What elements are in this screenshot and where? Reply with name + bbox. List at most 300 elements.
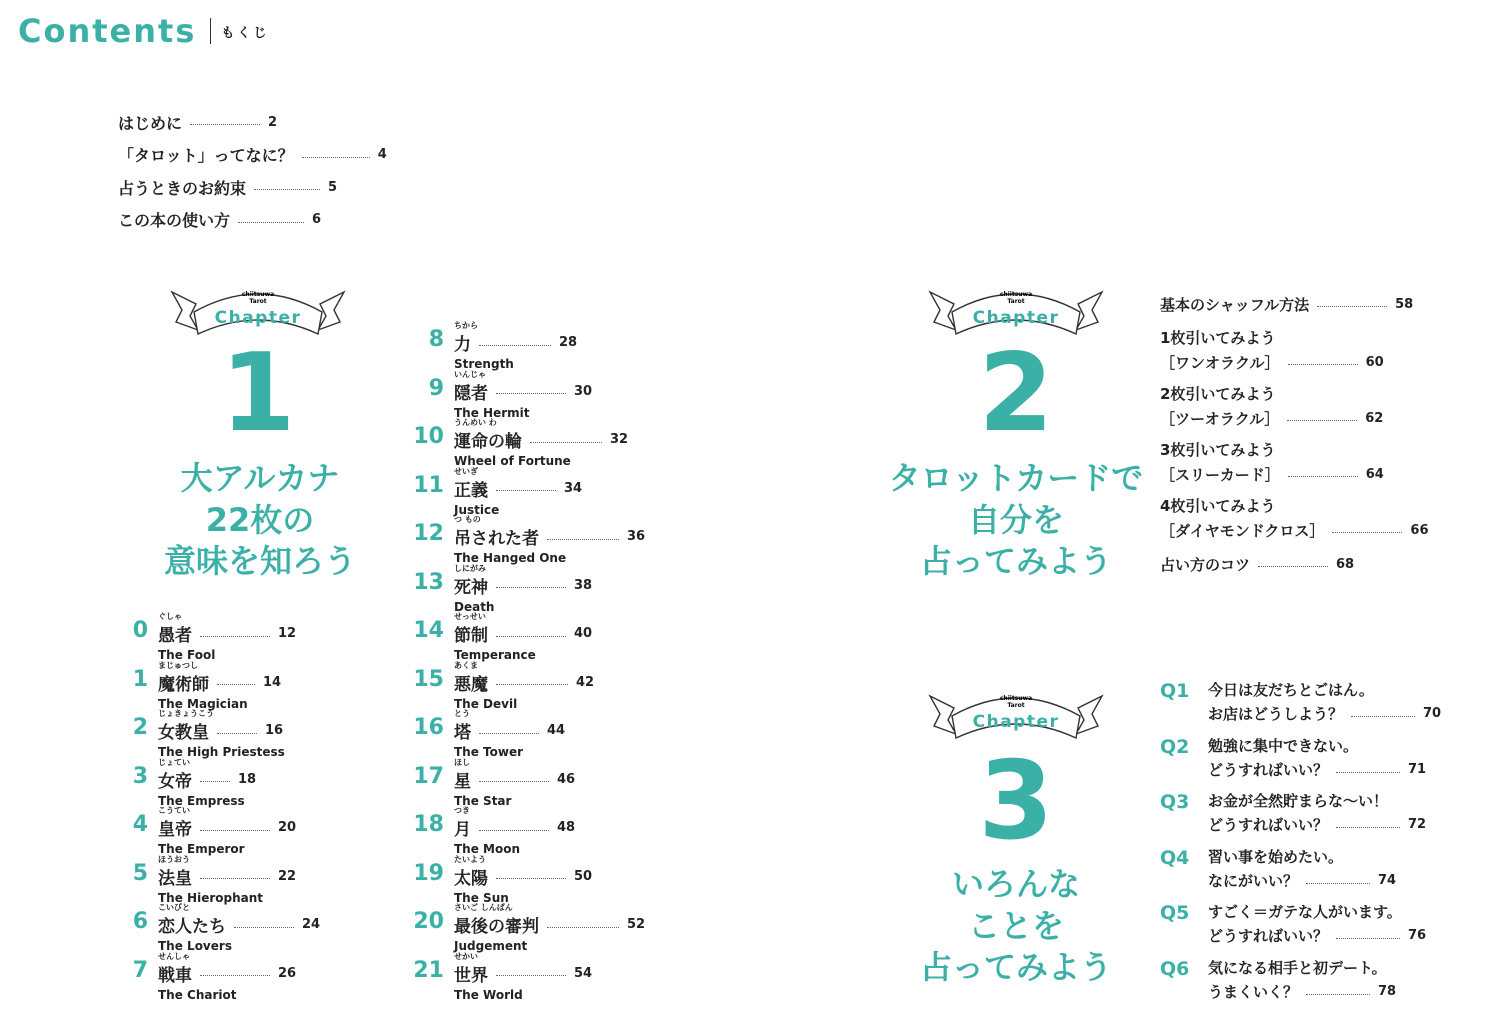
card-body [454, 903, 645, 953]
question-item [1160, 956, 1396, 1004]
intro-item-label: はじめに [118, 113, 183, 133]
page-number: 46 [557, 771, 576, 787]
question-item [1160, 845, 1396, 893]
card-body [158, 758, 256, 808]
question-line: 勉強に集中できない。 [1208, 736, 1359, 755]
card-body [454, 661, 594, 711]
intro-item [118, 139, 387, 172]
leader-dots [496, 974, 566, 976]
badge-top-text: chiitsuwa [241, 291, 275, 298]
card-number: 0 [132, 618, 148, 643]
leader-dots [217, 683, 255, 685]
card-name-row [158, 864, 296, 889]
tarot-card-entry [404, 515, 645, 565]
page-number: 48 [557, 820, 576, 835]
page-number: 54 [574, 965, 593, 981]
card-number: 3 [132, 763, 148, 789]
item-line: 3枚引いてみよう [1160, 441, 1276, 459]
badge-mid-text: Tarot [249, 298, 267, 305]
leader-dots [200, 877, 270, 879]
card-ruby: こうてい [158, 806, 190, 815]
card-number: 16 [413, 715, 444, 740]
badge-mid-text: Tarot [1007, 298, 1025, 305]
page-number: 22 [278, 868, 297, 884]
question-line: なにがいい？ [1208, 871, 1299, 890]
item-line: ［ダイヤモンドクロス］ [1160, 521, 1325, 540]
leader-dots [217, 732, 257, 734]
card-name-jp: 月 [454, 820, 471, 840]
page-number: 32 [610, 432, 629, 447]
item-line: ［スリーカード］ [1160, 465, 1280, 484]
leader-dots [1306, 882, 1370, 884]
badge-chapter-label: Chapter [972, 308, 1060, 328]
page-number: 30 [574, 383, 593, 399]
tarot-card-entry [124, 806, 296, 856]
intro-item [118, 171, 387, 204]
card-number: 11 [413, 472, 444, 498]
card-name-jp: 力 [454, 335, 471, 355]
card-body [158, 709, 285, 759]
question-number: Q1 [1160, 680, 1190, 702]
tarot-card-entry [404, 370, 592, 420]
chapter-3-badge-icon [926, 686, 1106, 746]
card-name-en: The Magician [158, 696, 248, 711]
leader-dots [238, 221, 304, 223]
tarot-card-entry [404, 952, 592, 1002]
leader-dots [496, 877, 566, 879]
intro-item [118, 106, 387, 139]
card-number: 12 [413, 521, 444, 546]
card-name-row [158, 912, 320, 937]
card-number: 14 [413, 618, 444, 643]
chapter-2-title-line: 占ってみよう [919, 542, 1112, 581]
intro-item [118, 204, 387, 237]
tarot-card-entry [124, 661, 281, 711]
chapter-3-title [896, 864, 1136, 989]
card-name-jp: 皇帝 [158, 820, 192, 840]
card-ruby: じょてい [158, 757, 190, 767]
item-line-row [1160, 292, 1413, 316]
page-number: 38 [574, 577, 593, 593]
chapter-2-item [1160, 382, 1383, 430]
tarot-card-entry [124, 709, 285, 759]
question-line: どうすればいい？ [1208, 927, 1329, 945]
card-body [454, 806, 575, 856]
card-body [454, 612, 592, 662]
question-line: どうすればいい？ [1208, 760, 1329, 779]
tarot-card-entry [404, 709, 565, 759]
tarot-card-entry [124, 855, 296, 905]
card-ruby: さいご しんぱん [454, 903, 513, 912]
question-text [1208, 789, 1426, 837]
leader-dots [1288, 363, 1358, 365]
page-number: 58 [1395, 296, 1414, 312]
card-name-jp: 法皇 [158, 868, 192, 889]
card-name-row [454, 815, 575, 840]
card-name-row [454, 961, 592, 986]
chapter-3-title-line: ことを [967, 906, 1064, 945]
leader-dots [496, 586, 566, 588]
leader-dots [496, 635, 566, 637]
leader-dots [1351, 715, 1415, 717]
leader-dots [547, 926, 619, 928]
card-name-en: The Hermit [454, 405, 530, 420]
card-name-jp: 恋人たち [158, 917, 226, 937]
card-name-row [158, 767, 256, 792]
badge-top-text: chiitsuwa [999, 291, 1033, 298]
page-number: 62 [1365, 410, 1384, 426]
item-line-row [1160, 518, 1429, 542]
card-name-en: The Empress [158, 793, 245, 808]
page-number: 72 [1408, 817, 1427, 832]
page-number: 66 [1410, 522, 1429, 538]
card-number: 21 [413, 957, 444, 983]
tarot-card-entry [404, 806, 575, 856]
card-name-jp: 隠者 [454, 383, 488, 404]
page-number: 2 [268, 114, 278, 130]
leader-dots [1332, 531, 1402, 533]
card-name-jp: 節制 [454, 626, 488, 646]
card-number: 17 [413, 763, 444, 789]
page-number: 42 [576, 674, 595, 690]
card-name-en: The Tower [454, 745, 524, 759]
tarot-card-entry [124, 758, 256, 808]
page-number: 36 [627, 529, 646, 544]
card-number: 13 [413, 569, 444, 595]
card-body [454, 855, 592, 905]
card-name-en: The Emperor [158, 842, 245, 856]
card-body [454, 515, 645, 565]
question-item [1160, 900, 1426, 948]
tarot-card-entry [404, 564, 592, 614]
chapter-2-item [1160, 494, 1429, 542]
card-body [158, 903, 320, 953]
card-body [454, 467, 582, 517]
question-number: Q5 [1160, 902, 1190, 924]
intro-item-label: 占うときのお約束 [118, 178, 247, 198]
card-name-en: The Sun [454, 890, 509, 905]
question-number: Q3 [1160, 791, 1190, 813]
leader-dots [200, 974, 270, 976]
card-ruby: せかい [454, 951, 478, 961]
item-line: ［ツーオラクル］ [1160, 409, 1280, 428]
page-number: 70 [1423, 706, 1442, 721]
card-name-jp: 死神 [454, 577, 488, 598]
page-number: 16 [265, 723, 284, 738]
page-number: 71 [1408, 761, 1427, 777]
question-line: どうすればいい？ [1208, 816, 1329, 834]
leader-dots [479, 780, 549, 782]
leader-dots [1258, 565, 1328, 567]
page-number: 60 [1365, 354, 1384, 370]
card-name-jp: 魔術師 [158, 674, 209, 695]
tarot-card-entry [404, 418, 628, 468]
chapter-2-title [876, 458, 1156, 583]
card-ruby: せいぎ [454, 466, 478, 476]
leader-dots [496, 683, 568, 685]
item-line: 2枚引いてみよう [1160, 385, 1276, 403]
card-name-en: Temperance [454, 648, 536, 662]
page-number: 4 [377, 147, 387, 163]
tarot-card-entry [404, 612, 592, 662]
chapter-3-title-line: 占ってみよう [919, 948, 1112, 987]
card-ruby: いんじゃ [454, 369, 486, 379]
card-name-en: The World [454, 987, 523, 1002]
leader-dots [547, 538, 619, 540]
question-item [1160, 734, 1426, 782]
question-text [1208, 900, 1426, 948]
item-line: ［ワンオラクル］ [1160, 353, 1280, 372]
question-number: Q2 [1160, 735, 1190, 758]
leader-dots [1336, 771, 1400, 773]
card-ruby: せっせい [454, 612, 486, 621]
page-number: 64 [1365, 466, 1384, 482]
leader-dots [496, 392, 566, 394]
chapter-2-title-line: 自分を [967, 500, 1064, 539]
page-title: Contents [18, 12, 197, 50]
card-name-row [158, 718, 285, 743]
card-body [158, 855, 296, 905]
question-text [1208, 678, 1441, 726]
leader-dots [200, 829, 270, 831]
card-ruby: せんしゃ [158, 951, 190, 961]
tarot-card-entry [124, 612, 296, 662]
page-number: 24 [302, 917, 321, 932]
card-name-jp: 運命の輪 [454, 432, 522, 452]
card-name-jp: 女帝 [158, 771, 192, 792]
card-body [158, 661, 281, 711]
card-ruby: ちから [454, 321, 478, 330]
leader-dots [1336, 826, 1400, 828]
card-number: 10 [413, 424, 444, 449]
question-line-row [1208, 813, 1426, 837]
tarot-card-entry [404, 467, 582, 517]
card-name-en: The Moon [454, 842, 521, 856]
card-ruby: ほし [454, 757, 470, 767]
page-number: 68 [1336, 556, 1355, 572]
card-name-row [454, 912, 645, 937]
item-line-row [1160, 552, 1354, 576]
tarot-card-entry [404, 321, 577, 371]
card-name-row [454, 864, 592, 889]
leader-dots [1287, 419, 1357, 421]
card-number: 7 [132, 957, 148, 983]
page-number: 5 [328, 179, 338, 195]
card-number: 6 [132, 909, 148, 934]
tarot-card-entry [404, 903, 645, 953]
page-number: 50 [574, 868, 593, 884]
card-number: 2 [132, 715, 148, 740]
page-number: 52 [627, 917, 646, 932]
question-line-row [1208, 758, 1426, 782]
card-name-jp: 最後の審判 [454, 917, 539, 937]
leader-dots [200, 780, 230, 782]
chapter-2-item [1160, 438, 1384, 486]
leader-dots [479, 732, 539, 734]
item-line-row [1160, 462, 1384, 486]
card-ruby: つ もの [454, 515, 481, 524]
item-line: 基本のシャッフル方法 [1160, 295, 1310, 314]
page-number: 74 [1378, 872, 1397, 888]
card-name-row [158, 815, 296, 840]
card-number: 5 [132, 860, 148, 886]
card-name-en: Strength [454, 357, 514, 371]
question-line-row [1208, 869, 1396, 893]
card-name-en: The Fool [158, 648, 216, 662]
card-name-en: The High Priestess [158, 745, 285, 759]
leader-dots [1336, 937, 1400, 939]
badge-chapter-label: Chapter [972, 712, 1060, 732]
chapter-1-title-line: 意味を知ろう [163, 542, 356, 581]
page-number: 26 [278, 965, 297, 981]
card-ruby: たいよう [454, 854, 486, 864]
question-line: お店はどうしよう？ [1208, 705, 1344, 723]
card-name-row [454, 379, 592, 404]
leader-dots [1317, 305, 1387, 307]
item-line-row [1160, 406, 1383, 430]
card-ruby: うんめい わ [454, 418, 497, 427]
card-name-jp: 戦車 [158, 965, 192, 986]
leader-dots [479, 829, 549, 831]
question-line-row [1208, 980, 1396, 1004]
page-number: 78 [1378, 983, 1397, 999]
page-header [18, 12, 269, 50]
card-ruby: しにがみ [454, 563, 486, 573]
question-line: 今日は友だちとごはん。 [1208, 681, 1374, 699]
card-name-en: Judgement [454, 939, 528, 953]
question-text [1208, 845, 1396, 893]
tarot-card-entry [124, 952, 296, 1002]
card-name-en: Justice [454, 502, 500, 517]
item-line: 1枚引いてみよう [1160, 329, 1276, 347]
question-line: お金が全然貯まらな～い！ [1208, 792, 1389, 810]
item-line: 占い方のコツ [1160, 555, 1251, 574]
card-number: 4 [132, 812, 148, 837]
card-name-jp: 吊された者 [454, 529, 539, 549]
card-name-en: Wheel of Fortune [454, 454, 571, 468]
card-ruby: こいびと [158, 903, 190, 912]
card-number: 15 [413, 666, 444, 692]
card-name-row [454, 718, 565, 743]
chapter-2-item [1160, 292, 1413, 316]
card-number: 1 [132, 666, 148, 692]
card-name-jp: 愚者 [158, 626, 192, 646]
page-number: 34 [564, 480, 583, 496]
card-name-en: The Lovers [158, 939, 232, 953]
question-text [1208, 956, 1396, 1004]
card-name-row [454, 427, 628, 452]
page-subtitle: もくじ [221, 25, 270, 41]
card-ruby: あくま [454, 660, 478, 670]
question-item [1160, 678, 1441, 726]
card-body [454, 418, 628, 468]
card-number: 19 [413, 860, 444, 886]
card-name-en: The Star [454, 793, 512, 808]
card-body [454, 321, 577, 371]
card-body [158, 612, 296, 662]
intro-list [118, 106, 387, 236]
page-number: 20 [278, 820, 297, 835]
card-ruby: とう [454, 709, 470, 718]
card-body [454, 952, 592, 1002]
chapter-1-title [130, 458, 390, 583]
badge-chapter-label: Chapter [214, 308, 302, 328]
chapter-1-title-line: 大アルカナ [180, 459, 340, 497]
page-number: 6 [312, 212, 322, 228]
leader-dots [190, 123, 260, 125]
item-line-row [1160, 350, 1384, 374]
card-name-jp: 塔 [454, 723, 471, 743]
chapter-3-number: 3 [978, 739, 1054, 864]
page-number: 12 [278, 626, 297, 641]
question-line-row [1208, 702, 1441, 726]
tarot-card-entry [124, 903, 320, 953]
leader-dots [1306, 993, 1370, 995]
card-body [158, 806, 296, 856]
question-line: うまくいく？ [1208, 982, 1299, 1001]
card-number: 18 [413, 812, 444, 837]
leader-dots [234, 926, 294, 928]
card-name-row [454, 476, 582, 501]
page-number: 76 [1408, 928, 1427, 943]
question-line: 習い事を始めたい。 [1208, 847, 1344, 866]
question-text [1208, 734, 1426, 782]
title-divider [210, 18, 211, 44]
card-name-row [454, 621, 592, 646]
chapter-3-title-line: いろんな [951, 865, 1080, 903]
badge-mid-text: Tarot [1007, 702, 1025, 709]
question-line: すごく＝ガテな人がいます。 [1208, 903, 1402, 921]
card-name-jp: 正義 [454, 480, 488, 501]
card-name-jp: 女教皇 [158, 723, 209, 743]
intro-item-label: この本の使い方 [118, 211, 231, 231]
card-name-en: The Hanged One [454, 551, 567, 565]
card-name-row [454, 330, 577, 355]
card-name-en: The Devil [454, 696, 518, 711]
leader-dots [496, 489, 556, 491]
leader-dots [479, 344, 551, 346]
card-name-jp: 世界 [454, 965, 488, 986]
card-name-en: The Hierophant [158, 890, 264, 905]
tarot-card-entry [404, 661, 594, 711]
leader-dots [302, 156, 370, 158]
card-name-row [454, 524, 645, 549]
card-body [158, 952, 296, 1002]
card-body [454, 758, 575, 808]
question-number: Q4 [1160, 846, 1190, 869]
card-ruby: ほうおう [158, 854, 190, 864]
page-number: 44 [547, 723, 566, 738]
chapter-2-item [1160, 552, 1354, 576]
leader-dots [200, 635, 270, 637]
card-number: 9 [428, 375, 444, 401]
card-name-jp: 悪魔 [454, 674, 488, 695]
page-number: 28 [559, 335, 578, 350]
leader-dots [530, 441, 602, 443]
card-number: 20 [413, 909, 444, 934]
item-line: 4枚引いてみよう [1160, 497, 1276, 515]
card-ruby: つき [454, 806, 470, 815]
badge-top-text: chiitsuwa [999, 695, 1033, 702]
tarot-card-entry [404, 758, 575, 808]
card-name-row [454, 670, 594, 695]
page-number: 14 [263, 674, 282, 690]
chapter-2-number: 2 [978, 331, 1054, 456]
leader-dots [1288, 475, 1358, 477]
page-number: 40 [574, 626, 593, 641]
question-number: Q6 [1160, 957, 1190, 980]
chapter-1-title-line: 22枚の [205, 500, 315, 539]
